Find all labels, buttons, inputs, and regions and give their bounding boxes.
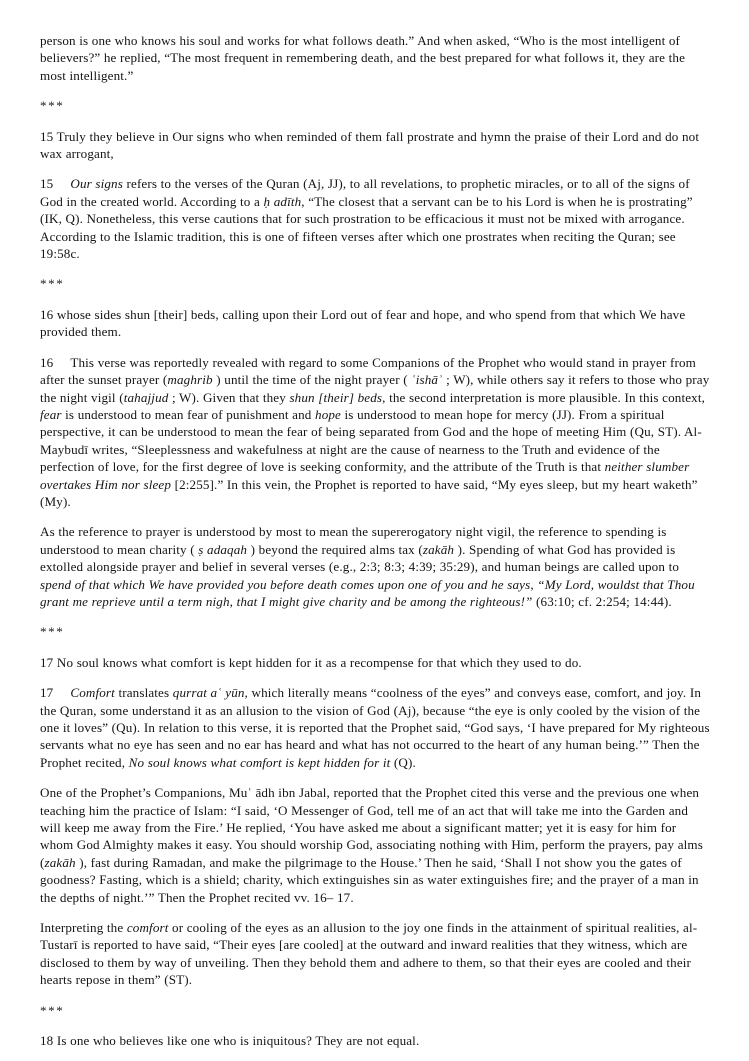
italic-run: comfort — [126, 920, 169, 936]
commentary-verse-number: 16 — [40, 354, 54, 370]
body-paragraph — [40, 784, 712, 906]
text-run: ) beyond the required alms tax ( — [247, 541, 423, 557]
italic-run: hope — [315, 406, 341, 422]
text-run: or cooling of the eyes as an allusion to the joy one finds in the attainment of spiritual realities, al-Tustarī is reported to have said, “Their eyes [are cooled] at the outward and inward realities that they witness, which are disclosed to them by way of unveiling. Then they behold them and adhere to them, so that their eyes are cooled and their hearts repose in them” (ST). — [40, 920, 698, 988]
text-run: ). Spending of what God has provided is extolled alongside prayer and belief in several verses (e.g., 2:3; 8:3; 4:39; 35:29), and human beings are called upon to — [40, 541, 680, 575]
text-run: One of the Prophet’s Companions, Muʿ ādh ibn Jabal, reported that the Prophet cited this verse and the previous one when teaching him the practice of Islam: “I said, ‘O Messenger of God, tell me of an act that will take me into the Garden and will keep me away from the Fire.’ He replied, ‘You have asked me about a significant matter; yet it is easy for him for whom God Almighty makes it easy. You should worship God, associating nothing with Him, perform the prayers, pay alms ( — [40, 785, 703, 870]
text-run: is understood to mean fear of punishment and — [61, 406, 316, 422]
verse-translation: 16 whose sides shun [their] beds, calling upon their Lord out of fear and hope, and who spend from that which We have provided them. — [40, 306, 686, 340]
italic-run: qurrat aʿ yūn, — [172, 685, 248, 701]
commentary-verse-number: 17 — [40, 685, 54, 701]
text-run: ) until the time of the night prayer ( — [212, 372, 412, 388]
verse-translation: 18 Is one who believes like one who is iniquitous? They are not equal. — [40, 1033, 420, 1049]
section-separator: *** — [40, 98, 65, 114]
italic-run: maghrib — [167, 372, 213, 388]
italic-run: ʿishāʾ — [411, 372, 443, 388]
text-run: refers to the verses of the Quran (Aj, JJ), to all revelations, to prophetic miracles, or to all of the signs of God in the created world. According to a — [40, 176, 690, 209]
italic-run: tahajjud — [123, 389, 169, 405]
commentary-paragraph — [40, 354, 712, 511]
text-run: , “The closest that a servant can be to his Lord is when he is prostrating” (IK, Q). Nonetheless, this verse cautions that for such prostration to be efficacious it must not be mixed with arrogance. According to the Islamic tradition, this is one of fifteen verses after which one prostrates when reciting the Quran; see 19:58c. — [40, 193, 693, 262]
text-run: (63:10; cf. 2:254; 14:44). — [532, 593, 672, 609]
italic-run: Comfort — [70, 685, 115, 701]
section-separator: *** — [40, 624, 65, 640]
italic-run: fear — [40, 406, 62, 422]
text-run: [2:255].” In this vein, the Prophet is reported to have said, “My eyes sleep, but my heart waketh” (My). — [40, 476, 698, 509]
commentary-verse-number: 15 — [40, 176, 54, 192]
italic-run: shun [their] beds, — [289, 389, 386, 405]
commentary-paragraph — [40, 684, 712, 771]
italic-run: Our signs — [70, 176, 123, 192]
body-paragraph — [40, 919, 712, 989]
text-run: (Q). — [390, 754, 416, 770]
section-separator: *** — [40, 276, 65, 292]
verse-translation: 17 No soul knows what comfort is kept hidden for it as a recompense for that which they used to do. — [40, 654, 582, 670]
italic-run: zakāh — [422, 541, 455, 557]
body-paragraph: person is one who knows his soul and works for what follows death.” And when asked, “Who is the most intelligent of believers?” he replied, “The most frequent in remembering death, and the best prepared for what follows it, they are the most intelligent.” — [40, 33, 686, 83]
italic-run: No soul knows what comfort is kept hidden for it — [128, 754, 391, 770]
italic-run: ṣ adaqah — [198, 541, 248, 557]
text-run: which literally means “coolness of the eyes” and conveys ease, comfort, and joy. In the Quran, some understand it as an allusion to the vision of God (Aj), because “the eye is only cooled by the vision of the one it loves” (Qu). In relation to this verse, it is reported that the Prophet said, “God says, ‘I have prepared for My righteous servants what no eye has seen and no ear has heard and what has not occurred to the heart of any human being.’” Then the Prophet recited, — [40, 685, 710, 770]
italic-run: zakāh — [44, 854, 76, 870]
text-run: translates — [114, 685, 173, 701]
text-run: As the reference to prayer is understood by most to mean the supererogatory night vigil, the reference to spending is understood to mean charity ( — [40, 524, 667, 557]
italic-run: spend of that which We have provided you before death comes upon one of you and he says, “My Lord, wouldst that Thou grant me reprieve until a term nigh, that I might give charity and be among the righteous!” — [40, 576, 695, 609]
italic-run: ḥ adīth — [263, 193, 302, 209]
text-run: is understood to mean hope for mercy (JJ). From a spiritual perspective, it can be understood to mean the fear of being separated from God and the hope of meeting Him (Qu, ST). Al-Maybudī writes, “Sleeplessness and wakefulness at night are the cause of nearness to the Truth and evidence of the perfection of love, for the first degree of love is seeking conformity, and the attribute of the Truth is that — [40, 406, 702, 475]
commentary-paragraph — [40, 175, 712, 262]
text-run: This verse was reportedly revealed with regard to some Companions of the Prophet who would stand in prayer from after the sunset prayer ( — [40, 354, 696, 388]
text-run: Interpreting the — [40, 920, 127, 936]
italic-run: neither slumber overtakes Him nor sleep — [40, 459, 690, 492]
text-run: ; W). Given that they — [168, 389, 290, 405]
body-paragraph — [40, 523, 712, 610]
text-run: ; W), while others say it refers to those who pray the night vigil ( — [40, 372, 710, 405]
verse-translation: 15 Truly they believe in Our signs who when reminded of them fall prostrate and hymn the praise of their Lord and do not wax arrogant, — [40, 128, 700, 162]
text-run: ), fast during Ramadan, and make the pilgrimage to the House.’ Then he said, ‘Shall I not show you the gates of goodness? Fasting, which is a shield; charity, which extinguishes sin as water extinguishes fire; and the prayer of a man in the depths of night.’” Then the Prophet recited vv. 16– 17. — [40, 854, 699, 905]
section-separator: *** — [40, 1002, 65, 1018]
text-run: the second interpretation is more plausible. In this context, — [385, 389, 706, 405]
